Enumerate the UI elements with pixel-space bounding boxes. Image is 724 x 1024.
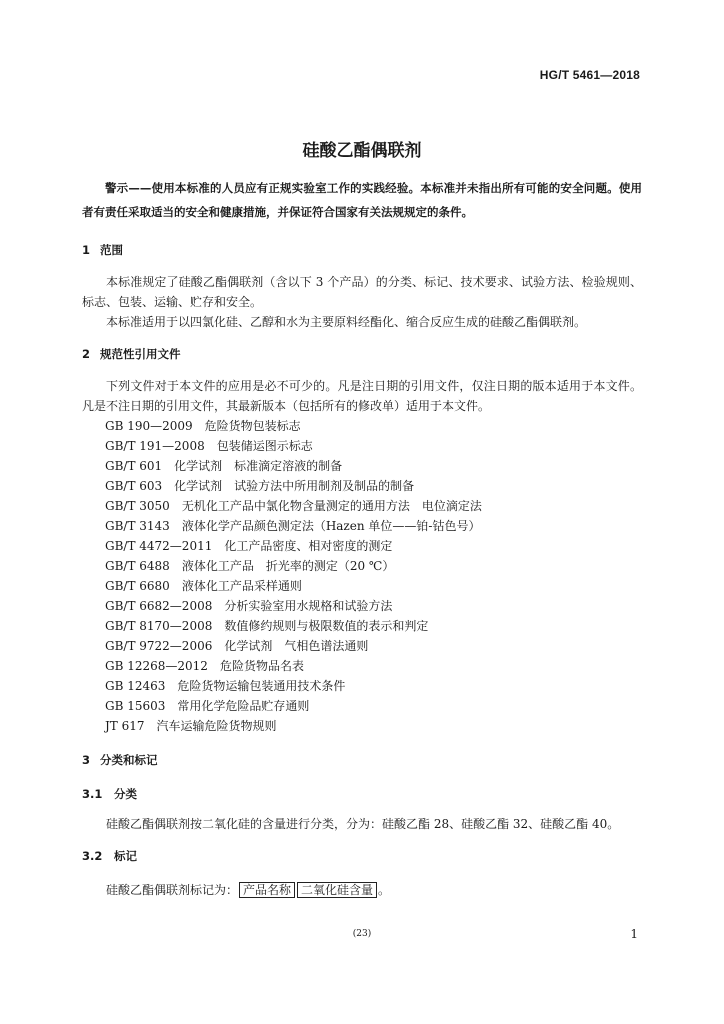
reference-code: GB 12463 <box>105 679 166 693</box>
subsection-number: 3.1 <box>82 787 103 801</box>
section-number: 3 <box>82 753 91 767</box>
reference-title: 包装储运图示标志 <box>216 439 313 453</box>
classification-paragraph: 硅酸乙酯偶联剂按二氧化硅的含量进行分类，分为：硅酸乙酯 28、硅酸乙酯 32、硅酸乙酯 40。 <box>106 817 620 831</box>
page-number: 1 <box>630 927 638 941</box>
reference-item <box>82 536 642 556</box>
reference-title: 危险货物品名表 <box>219 659 304 673</box>
reference-item <box>82 556 642 576</box>
reference-item <box>82 456 642 476</box>
subsection-title: 分类 <box>114 787 137 801</box>
reference-code: GB/T 8170—2008 <box>105 619 213 633</box>
document-body <box>82 176 642 900</box>
marking-text: 硅酸乙酯偶联剂标记为： <box>106 883 239 897</box>
reference-code: GB/T 6488 <box>105 559 170 573</box>
section-number: 2 <box>82 347 91 361</box>
reference-item <box>82 496 642 516</box>
reference-item <box>82 476 642 496</box>
marking-suffix: 。 <box>378 883 391 897</box>
reference-title: 液体化工产品采样通则 <box>181 579 302 593</box>
document-title: 硅酸乙酯偶联剂 <box>302 141 422 161</box>
section-3-2-heading <box>82 846 642 866</box>
reference-code: GB/T 191—2008 <box>105 439 205 453</box>
product-name-box: 产品名称 <box>239 882 295 898</box>
reference-code: GB/T 3050 <box>105 499 170 513</box>
section-number: 1 <box>82 243 91 257</box>
reference-title: 化工产品密度、相对密度的测定 <box>224 539 393 553</box>
reference-item <box>82 676 642 696</box>
reference-title: 常用化学危险品贮存通则 <box>177 699 310 713</box>
reference-item <box>82 716 642 736</box>
reference-item <box>82 696 642 716</box>
footer-sheet-number: (23) <box>352 929 372 939</box>
subsection-title: 标记 <box>114 849 137 863</box>
reference-title: 汽车运输危险货物规则 <box>156 719 277 733</box>
silica-content-box: 二氧化硅含量 <box>297 882 377 898</box>
section-title: 分类和标记 <box>100 753 158 767</box>
subsection-number: 3.2 <box>82 849 103 863</box>
marking-paragraph <box>82 880 642 900</box>
section-1-heading <box>82 240 642 260</box>
reference-code: GB 15603 <box>105 699 166 713</box>
section-title: 范围 <box>100 243 123 257</box>
section-title: 规范性引用文件 <box>100 347 181 361</box>
reference-title: 化学试剂 标准滴定溶液的制备 <box>174 459 343 473</box>
reference-code: GB/T 603 <box>105 479 163 493</box>
reference-code: GB/T 601 <box>105 459 163 473</box>
reference-item <box>82 656 642 676</box>
scope-paragraph-1: 本标准规定了硅酸乙酯偶联剂（含以下 3 个产品）的分类、标记、技术要求、试验方法、检验规则、标志、包装、运输、贮存和安全。 <box>82 275 642 309</box>
reference-code: GB/T 6680 <box>105 579 170 593</box>
reference-title: 化学试剂 气相色谱法通则 <box>224 639 369 653</box>
reference-item <box>82 616 642 636</box>
warning-paragraph: 警示——使用本标准的人员应有正规实验室工作的实践经验。本标准并未指出所有可能的安全问题。使用者有责任采取适当的安全和健康措施，并保证符合国家有关法规规定的条件。 <box>82 181 642 219</box>
reference-title: 危险货物包装标志 <box>204 419 301 433</box>
reference-code: GB/T 4472—2011 <box>105 539 213 553</box>
reference-code: GB 190—2009 <box>105 419 193 433</box>
reference-title: 数值修约规则与极限数值的表示和判定 <box>224 619 429 633</box>
references-intro: 下列文件对于本文件的应用是必不可少的。凡是注日期的引用文件，仅注日期的版本适用于本文件。凡是不注日期的引用文件，其最新版本（包括所有的修改单）适用于本文件。 <box>82 379 642 413</box>
reference-title: 液体化工产品 折光率的测定（20 ℃） <box>181 559 395 573</box>
reference-code: JT 617 <box>105 719 145 733</box>
standard-code: HG/T 5461—2018 <box>539 68 640 82</box>
reference-title: 无机化工产品中氯化物含量测定的通用方法 电位滴定法 <box>181 499 482 513</box>
reference-item <box>82 576 642 596</box>
reference-title: 分析实验室用水规格和试验方法 <box>224 599 393 613</box>
reference-code: GB/T 6682—2008 <box>105 599 213 613</box>
reference-item <box>82 436 642 456</box>
scope-paragraph-2: 本标准适用于以四氯化硅、乙醇和水为主要原料经酯化、缩合反应生成的硅酸乙酯偶联剂。 <box>106 315 587 329</box>
reference-list <box>82 416 642 736</box>
reference-item <box>82 516 642 536</box>
section-3-1-heading <box>82 784 642 804</box>
reference-title: 液体化学产品颜色测定法（Hazen 单位——铂-钴色号） <box>181 519 481 533</box>
reference-code: GB 12268—2012 <box>105 659 208 673</box>
reference-item <box>82 636 642 656</box>
section-2-heading <box>82 344 642 364</box>
reference-code: GB/T 3143 <box>105 519 170 533</box>
reference-item <box>82 416 642 436</box>
section-3-heading <box>82 750 642 770</box>
reference-title: 危险货物运输包装通用技术条件 <box>177 679 346 693</box>
reference-code: GB/T 9722—2006 <box>105 639 213 653</box>
reference-item <box>82 596 642 616</box>
reference-title: 化学试剂 试验方法中所用制剂及制品的制备 <box>174 479 415 493</box>
